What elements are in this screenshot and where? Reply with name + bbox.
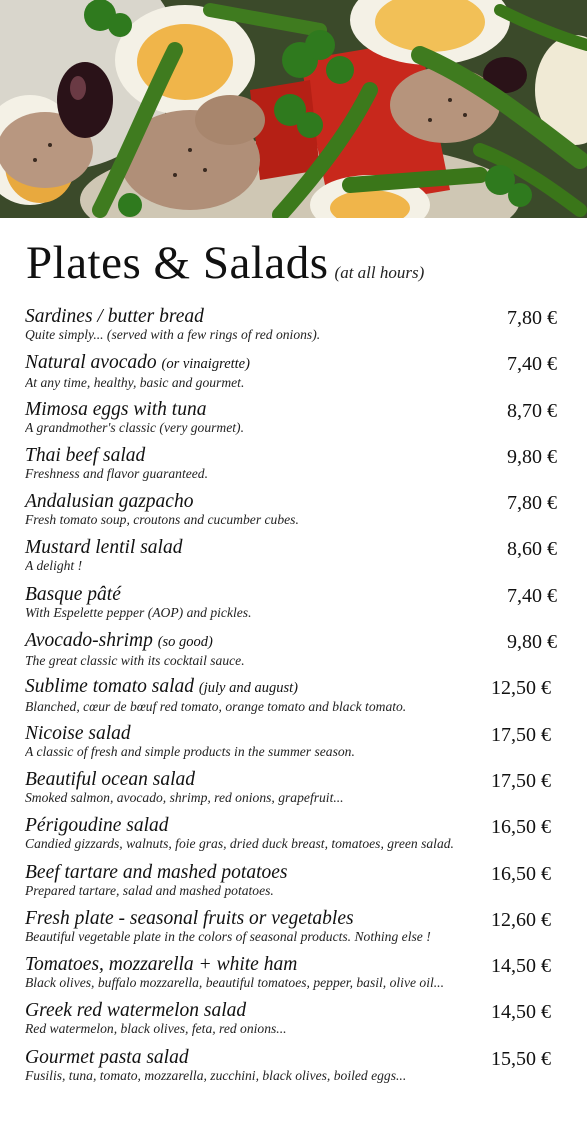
menu-item-price: 9,80 € — [507, 631, 557, 654]
menu-item-mimosa-eggs — [25, 399, 565, 445]
menu-item-description: Red watermelon, black olives, feta, red onions... — [25, 1021, 287, 1037]
menu-item-price: 16,50 € — [491, 816, 551, 839]
menu-item-name — [25, 1047, 565, 1068]
menu-item-nicoise-salad — [25, 723, 565, 769]
page-subtitle: (at all hours) — [334, 263, 425, 282]
menu-item-price: 16,50 € — [491, 862, 551, 885]
menu-item-name — [25, 537, 565, 558]
page-title: Plates & Salads — [26, 237, 329, 289]
dish-name: Mimosa eggs with tuna — [25, 398, 207, 420]
dish-name: Avocado-shrimp — [25, 630, 153, 652]
dish-note: (or vinaigrette) — [161, 356, 250, 373]
menu-item-tomatoes-mozzarella — [25, 954, 565, 1000]
menu-item-name — [25, 1000, 565, 1021]
menu-item-name — [25, 676, 565, 699]
dish-name: Nicoise salad — [25, 722, 131, 744]
menu-item-name — [25, 862, 565, 883]
dish-name: Fresh plate - seasonal fruits or vegetables — [25, 907, 354, 929]
menu-item-name — [25, 815, 565, 836]
menu-item-avocado-shrimp — [25, 630, 565, 676]
menu-item-basque-pate — [25, 584, 565, 630]
menu-item-tomato-salad — [25, 676, 565, 722]
dish-note: (so good) — [157, 634, 213, 651]
salad-nicoise-photo — [0, 0, 587, 218]
menu-item-description: With Espelette pepper (AOP) and pickles. — [25, 604, 252, 620]
dish-name: Natural avocado — [25, 352, 157, 374]
menu-item-name — [25, 630, 565, 653]
menu-item-description: Freshness and flavor guaranteed. — [25, 465, 208, 481]
menu-item-price: 12,60 € — [491, 908, 551, 931]
menu-list — [25, 306, 565, 1093]
dish-name: Andalusian gazpacho — [25, 491, 194, 513]
dish-name: Thai beef salad — [25, 444, 146, 466]
menu-item-thai-beef-salad — [25, 445, 565, 491]
dish-note: (july and august) — [198, 680, 298, 697]
menu-item-description: Prepared tartare, salad and mashed potatoes. — [25, 882, 274, 898]
menu-item-name — [25, 908, 565, 929]
dish-name: Périgoudine salad — [25, 815, 169, 837]
menu-item-watermelon-salad — [25, 1000, 565, 1046]
menu-item-sardines — [25, 306, 565, 352]
dish-name: Basque pâté — [25, 583, 121, 605]
menu-item-price: 12,50 € — [491, 677, 551, 700]
menu-item-pasta-salad — [25, 1047, 565, 1093]
menu-item-price: 14,50 € — [491, 955, 551, 978]
menu-item-price: 15,50 € — [491, 1047, 551, 1070]
menu-item-description: A delight ! — [25, 558, 83, 574]
menu-item-description: Smoked salmon, avocado, shrimp, red onions, grapefruit... — [25, 789, 344, 805]
menu-item-description: A grandmother's classic (very gourmet). — [25, 419, 244, 435]
menu-item-price: 8,60 € — [507, 538, 557, 561]
menu-item-name — [25, 769, 565, 790]
menu-item-name — [25, 352, 565, 375]
menu-item-perigourdine-salad — [25, 815, 565, 861]
menu-item-description: At any time, healthy, basic and gourmet. — [25, 375, 245, 391]
dish-name: Mustard lentil salad — [25, 537, 183, 559]
menu-item-name — [25, 399, 565, 420]
menu-item-name — [25, 584, 565, 605]
menu-item-ocean-salad — [25, 769, 565, 815]
menu-item-price: 7,80 € — [507, 307, 557, 329]
menu-item-name — [25, 306, 565, 327]
menu-item-price: 7,40 € — [507, 584, 557, 607]
dish-name: Sardines / butter bread — [25, 306, 204, 327]
menu-item-description: Blanched, cœur de bœuf red tomato, orange tomato and black tomato. — [25, 699, 407, 715]
menu-item-name — [25, 954, 565, 975]
menu-item-price: 7,40 € — [507, 353, 557, 376]
dish-name: Beef tartare and mashed potatoes — [25, 861, 288, 883]
dish-name: Sublime tomato salad — [25, 676, 194, 698]
menu-item-price: 14,50 € — [491, 1001, 551, 1024]
menu-item-gazpacho — [25, 491, 565, 537]
menu-item-price: 8,70 € — [507, 399, 557, 422]
dish-name: Tomatoes, mozzarella + white ham — [25, 954, 298, 976]
menu-item-name — [25, 723, 565, 744]
dish-name: Gourmet pasta salad — [25, 1046, 189, 1068]
menu-item-description: Fresh tomato soup, croutons and cucumber cubes. — [25, 512, 299, 528]
menu-item-price: 17,50 € — [491, 723, 551, 746]
menu-item-description: Fusilis, tuna, tomato, mozzarella, zucchini, black olives, boiled eggs... — [25, 1067, 407, 1083]
menu-item-name — [25, 445, 565, 466]
menu-item-lentil-salad — [25, 537, 565, 583]
menu-item-description: Candied gizzards, walnuts, foie gras, dried duck breast, tomatoes, green salad. — [25, 836, 454, 852]
menu-item-fresh-plate — [25, 908, 565, 954]
menu-item-price: 7,80 € — [507, 492, 557, 515]
menu-item-name — [25, 491, 565, 512]
menu-item-description: Beautiful vegetable plate in the colors of seasonal products. Nothing else ! — [25, 928, 431, 944]
dish-name: Greek red watermelon salad — [25, 1000, 247, 1022]
menu-item-description: A classic of fresh and simple products in the summer season. — [25, 743, 355, 759]
menu-item-price: 9,80 € — [507, 445, 557, 468]
menu-heading — [26, 236, 566, 290]
menu-item-beef-tartare — [25, 862, 565, 908]
menu-item-description: The great classic with its cocktail sauce. — [25, 653, 245, 669]
menu-item-natural-avocado — [25, 352, 565, 398]
menu-item-description: Quite simply... (served with a few rings of red onions). — [25, 327, 321, 342]
menu-item-price: 17,50 € — [491, 769, 551, 792]
menu-item-description: Black olives, buffalo mozzarella, beautiful tomatoes, pepper, basil, olive oil... — [25, 975, 444, 991]
dish-name: Beautiful ocean salad — [25, 768, 196, 790]
